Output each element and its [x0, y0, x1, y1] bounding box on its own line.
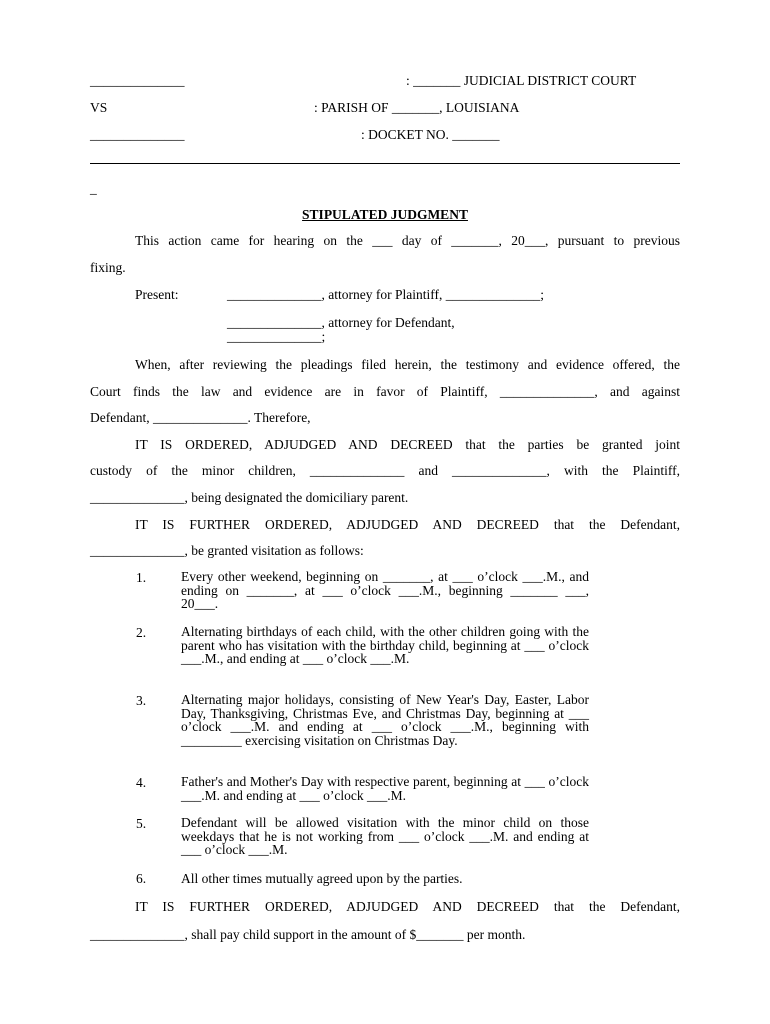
present-plaintiff-line: ______________, attorney for Plaintiff, ______________; — [227, 287, 544, 302]
visitation-item-number: 2. — [136, 625, 147, 640]
findings-line-3: Defendant, ______________. Therefore, — [90, 410, 311, 425]
stray-underscore: _ — [90, 181, 97, 196]
present-label: Present: — [135, 287, 179, 302]
caption-divider — [90, 163, 680, 164]
document-title: STIPULATED JUDGMENT — [302, 207, 468, 222]
support-line-2: ______________, shall pay child support in the amount of $_______ per month. — [90, 927, 526, 942]
visitation-item-text: Alternating birthdays of each child, with the other children going with the parent who has visitation with the birthday child, beginning at ___ o’clock ___.M., and ending at ___ o’clock ___.M. — [181, 624, 589, 667]
present-defendant-line-1: ______________, attorney for Defendant, — [227, 315, 455, 330]
visitation-item-text: Every other weekend, beginning on _______, at ___ o’clock ___.M., and ending on _______, at ___ o’clock ___.M., beginning _______ ___, 20___. — [181, 569, 589, 612]
intro-line-2: fixing. — [90, 260, 126, 275]
findings-line-1: When, after reviewing the pleadings filed herein, the testimony and evidence offered, the — [135, 357, 680, 372]
visitation-item-text: Alternating major holidays, consisting of New Year's Day, Easter, Labor Day, Thanksgiving, Christmas Eve, and Christmas Day, beginning at ___ o’clock ___.M. and ending at ___ o’clock ___.M., beginning with _________ exercising visitation on Christmas Day. — [181, 692, 589, 748]
support-line-1: IT IS FURTHER ORDERED, ADJUDGED AND DECREED that the Defendant, — [135, 899, 680, 914]
visitation-item-number: 1. — [136, 570, 147, 585]
intro-line-1: This action came for hearing on the ___ day of _______, 20___, pursuant to previous — [135, 233, 680, 248]
visitation-item-text: Father's and Mother's Day with respective parent, beginning at ___ o’clock ___.M. and ending at ___ o’clock ___.M. — [181, 774, 589, 803]
visitation-item-number: 4. — [136, 775, 147, 790]
present-defendant-line-2: ______________; — [227, 329, 326, 344]
visitation-line-2: ______________, be granted visitation as follows: — [90, 543, 364, 558]
visitation-item-text: All other times mutually agreed upon by the parties. — [181, 871, 463, 886]
custody-line-3: ______________, being designated the domiciliary parent. — [90, 490, 409, 505]
docket-line: : DOCKET NO. _______ — [361, 127, 500, 142]
versus-label: VS — [90, 100, 108, 115]
parish-line: : PARISH OF _______, LOUISIANA — [314, 100, 520, 115]
findings-line-2: Court finds the law and evidence are in favor of Plaintiff, ______________, and against — [90, 384, 680, 399]
defendant-name-blank: ______________ — [90, 127, 185, 142]
visitation-item-text: Defendant will be allowed visitation with the minor child on those weekdays that he is not working from ___ o’clock ___.M. and ending at ___ o’clock ___.M. — [181, 815, 589, 858]
court-line: : _______ JUDICIAL DISTRICT COURT — [406, 73, 637, 88]
custody-line-1: IT IS ORDERED, ADJUDGED AND DECREED that the parties be granted joint — [135, 437, 680, 452]
plaintiff-name-blank: ______________ — [90, 73, 185, 88]
visitation-item-number: 5. — [136, 816, 147, 831]
visitation-line-1: IT IS FURTHER ORDERED, ADJUDGED AND DECREED that the Defendant, — [135, 517, 680, 532]
visitation-item-number: 3. — [136, 693, 147, 708]
visitation-item-number: 6. — [136, 871, 147, 886]
custody-line-2: custody of the minor children, ______________ and ______________, with the Plaintiff, — [90, 463, 680, 478]
